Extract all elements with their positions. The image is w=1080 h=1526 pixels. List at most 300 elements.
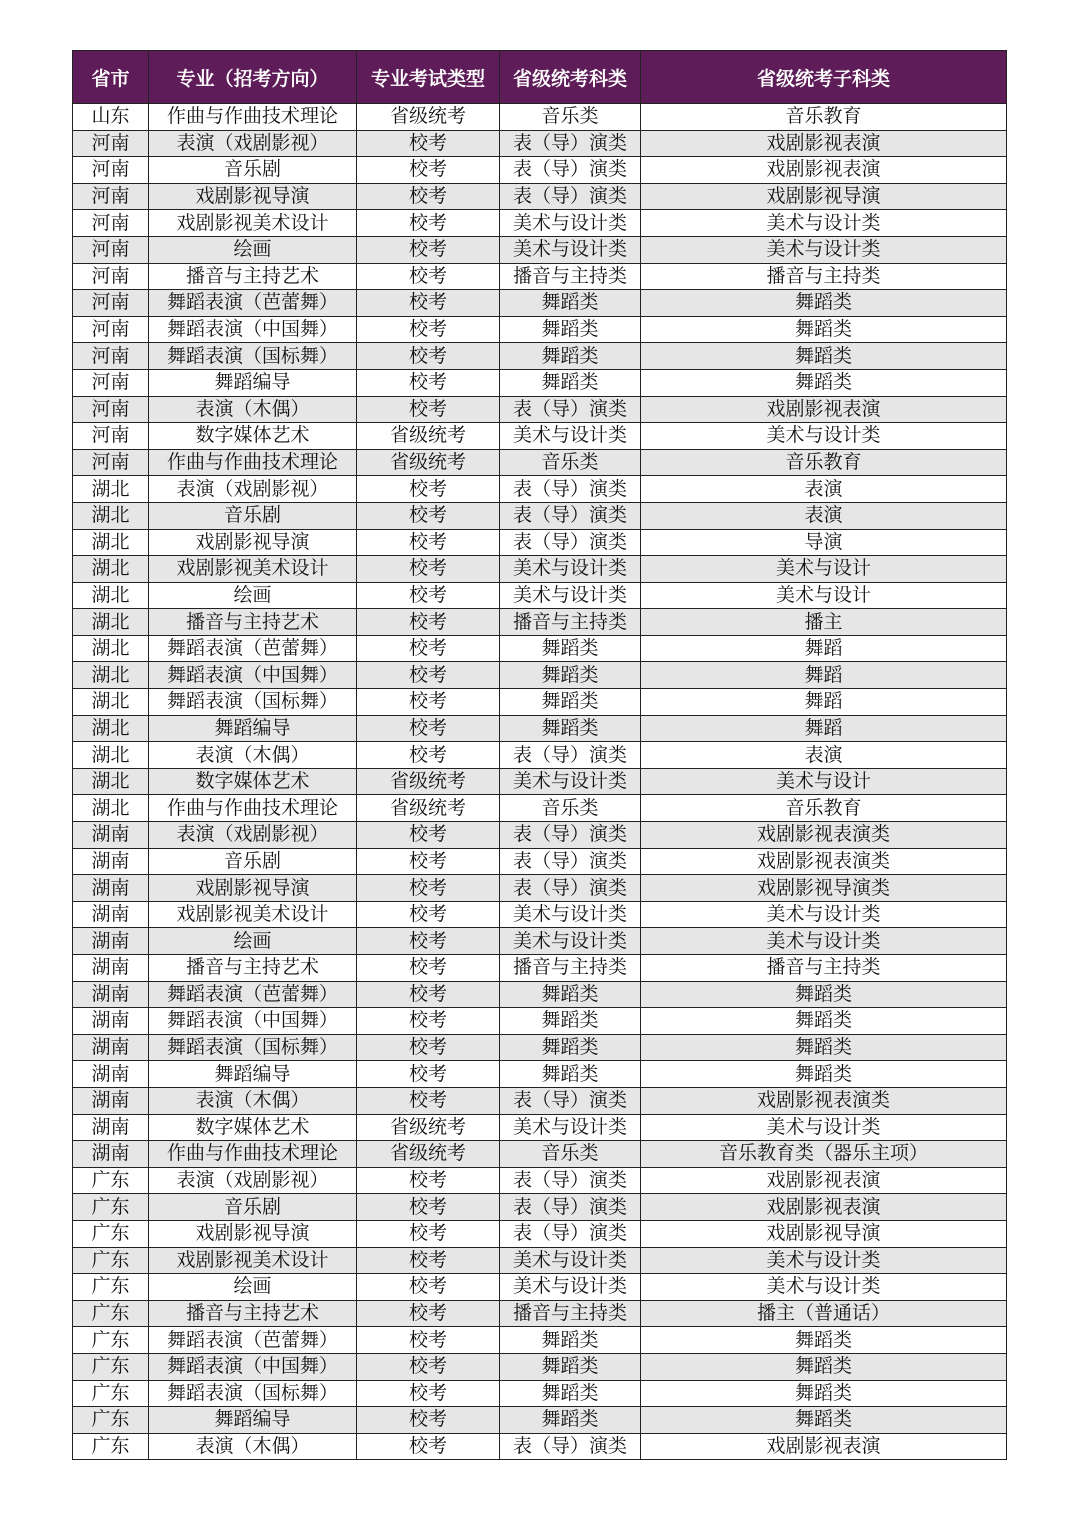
cell-province: 广东 [73, 1433, 149, 1460]
cell-unified-subcategory: 美术与设计类 [641, 901, 1007, 928]
cell-province: 河南 [73, 157, 149, 184]
cell-unified-category: 美术与设计类 [500, 1274, 641, 1301]
table-row [73, 609, 1007, 636]
cell-unified-category: 表（导）演类 [500, 1194, 641, 1221]
cell-unified-subcategory: 播主（普通话） [641, 1300, 1007, 1327]
cell-exam-type: 校考 [357, 343, 500, 370]
cell-province: 湖北 [73, 742, 149, 769]
cell-exam-type: 校考 [357, 369, 500, 396]
cell-province: 湖北 [73, 715, 149, 742]
cell-unified-subcategory: 戏剧影视表演 [641, 157, 1007, 184]
cell-unified-category: 美术与设计类 [500, 556, 641, 583]
header-province: 省市 [73, 51, 149, 104]
table-row [73, 662, 1007, 689]
cell-province: 河南 [73, 236, 149, 263]
cell-major: 戏剧影视美术设计 [149, 1247, 357, 1274]
cell-major: 舞蹈表演（芭蕾舞） [149, 290, 357, 317]
table-row [73, 822, 1007, 849]
cell-major: 表演（木偶） [149, 396, 357, 423]
table-row [73, 1087, 1007, 1114]
cell-major: 舞蹈表演（国标舞） [149, 1380, 357, 1407]
cell-major: 数字媒体艺术 [149, 1114, 357, 1141]
cell-unified-subcategory: 舞蹈类 [641, 1061, 1007, 1088]
cell-exam-type: 校考 [357, 635, 500, 662]
cell-unified-category: 美术与设计类 [500, 1247, 641, 1274]
table-row [73, 130, 1007, 157]
cell-province: 湖南 [73, 848, 149, 875]
table-row [73, 502, 1007, 529]
cell-unified-category: 美术与设计类 [500, 423, 641, 450]
cell-province: 河南 [73, 396, 149, 423]
cell-unified-subcategory: 美术与设计类 [641, 210, 1007, 237]
cell-unified-category: 音乐类 [500, 449, 641, 476]
cell-exam-type: 省级统考 [357, 1114, 500, 1141]
cell-unified-category: 表（导）演类 [500, 1433, 641, 1460]
cell-unified-subcategory: 舞蹈类 [641, 1008, 1007, 1035]
cell-unified-subcategory: 舞蹈 [641, 662, 1007, 689]
cell-major: 播音与主持艺术 [149, 1300, 357, 1327]
table-row [73, 183, 1007, 210]
header-major: 专业（招考方向） [149, 51, 357, 104]
cell-province: 广东 [73, 1274, 149, 1301]
cell-major: 舞蹈编导 [149, 1061, 357, 1088]
cell-province: 河南 [73, 130, 149, 157]
cell-province: 湖南 [73, 1034, 149, 1061]
cell-exam-type: 校考 [357, 263, 500, 290]
cell-unified-category: 表（导）演类 [500, 183, 641, 210]
cell-major: 表演（木偶） [149, 1087, 357, 1114]
cell-unified-category: 舞蹈类 [500, 981, 641, 1008]
table-row [73, 157, 1007, 184]
cell-exam-type: 校考 [357, 609, 500, 636]
table-row [73, 928, 1007, 955]
table-header [73, 51, 1007, 104]
cell-unified-subcategory: 舞蹈类 [641, 981, 1007, 1008]
cell-unified-category: 舞蹈类 [500, 290, 641, 317]
cell-major: 舞蹈编导 [149, 715, 357, 742]
cell-unified-category: 舞蹈类 [500, 689, 641, 716]
cell-unified-category: 舞蹈类 [500, 1061, 641, 1088]
cell-unified-category: 美术与设计类 [500, 210, 641, 237]
cell-exam-type: 校考 [357, 955, 500, 982]
table-row [73, 104, 1007, 131]
cell-province: 湖北 [73, 556, 149, 583]
table-row [73, 875, 1007, 902]
table-row [73, 1008, 1007, 1035]
cell-province: 湖北 [73, 689, 149, 716]
cell-major: 音乐剧 [149, 502, 357, 529]
cell-unified-category: 表（导）演类 [500, 848, 641, 875]
cell-exam-type: 省级统考 [357, 1141, 500, 1168]
cell-exam-type: 校考 [357, 1034, 500, 1061]
cell-exam-type: 校考 [357, 822, 500, 849]
table-row [73, 290, 1007, 317]
cell-major: 绘画 [149, 582, 357, 609]
cell-unified-category: 表（导）演类 [500, 1167, 641, 1194]
table-row [73, 955, 1007, 982]
table-row [73, 1061, 1007, 1088]
cell-exam-type: 校考 [357, 901, 500, 928]
cell-exam-type: 校考 [357, 316, 500, 343]
cell-exam-type: 校考 [357, 1300, 500, 1327]
cell-major: 戏剧影视美术设计 [149, 556, 357, 583]
table-row [73, 689, 1007, 716]
cell-unified-category: 舞蹈类 [500, 343, 641, 370]
table-row [73, 556, 1007, 583]
cell-province: 河南 [73, 263, 149, 290]
cell-exam-type: 省级统考 [357, 423, 500, 450]
cell-province: 广东 [73, 1220, 149, 1247]
table-row [73, 768, 1007, 795]
cell-province: 河南 [73, 316, 149, 343]
cell-unified-subcategory: 美术与设计类 [641, 1114, 1007, 1141]
cell-province: 湖南 [73, 928, 149, 955]
table-row [73, 343, 1007, 370]
cell-major: 表演（木偶） [149, 1433, 357, 1460]
cell-unified-category: 美术与设计类 [500, 582, 641, 609]
cell-major: 表演（木偶） [149, 742, 357, 769]
cell-major: 表演（戏剧影视） [149, 1167, 357, 1194]
cell-major: 舞蹈表演（中国舞） [149, 1008, 357, 1035]
cell-exam-type: 校考 [357, 1433, 500, 1460]
cell-major: 舞蹈表演（中国舞） [149, 316, 357, 343]
cell-unified-category: 舞蹈类 [500, 1380, 641, 1407]
cell-province: 河南 [73, 369, 149, 396]
cell-province: 广东 [73, 1247, 149, 1274]
cell-major: 戏剧影视导演 [149, 183, 357, 210]
cell-major: 音乐剧 [149, 157, 357, 184]
cell-major: 绘画 [149, 236, 357, 263]
table-row [73, 848, 1007, 875]
cell-major: 音乐剧 [149, 1194, 357, 1221]
table-row [73, 1034, 1007, 1061]
cell-province: 湖北 [73, 476, 149, 503]
cell-major: 音乐剧 [149, 848, 357, 875]
cell-exam-type: 省级统考 [357, 449, 500, 476]
cell-unified-category: 音乐类 [500, 104, 641, 131]
cell-unified-subcategory: 舞蹈类 [641, 369, 1007, 396]
cell-province: 湖北 [73, 768, 149, 795]
cell-exam-type: 校考 [357, 157, 500, 184]
cell-unified-category: 美术与设计类 [500, 928, 641, 955]
cell-unified-category: 舞蹈类 [500, 1407, 641, 1434]
cell-major: 舞蹈表演（芭蕾舞） [149, 635, 357, 662]
cell-major: 表演（戏剧影视） [149, 822, 357, 849]
cell-exam-type: 校考 [357, 396, 500, 423]
table-row [73, 1247, 1007, 1274]
table-row [73, 1300, 1007, 1327]
cell-province: 湖南 [73, 1087, 149, 1114]
table-row [73, 635, 1007, 662]
cell-province: 河南 [73, 449, 149, 476]
cell-exam-type: 校考 [357, 1274, 500, 1301]
cell-unified-subcategory: 播音与主持类 [641, 263, 1007, 290]
cell-unified-category: 舞蹈类 [500, 1327, 641, 1354]
cell-unified-category: 表（导）演类 [500, 1087, 641, 1114]
cell-unified-category: 表（导）演类 [500, 1220, 641, 1247]
table-row [73, 742, 1007, 769]
cell-exam-type: 校考 [357, 529, 500, 556]
cell-major: 舞蹈表演（中国舞） [149, 662, 357, 689]
cell-exam-type: 校考 [357, 662, 500, 689]
cell-unified-subcategory: 舞蹈类 [641, 343, 1007, 370]
cell-major: 数字媒体艺术 [149, 768, 357, 795]
cell-exam-type: 省级统考 [357, 795, 500, 822]
cell-unified-category: 播音与主持类 [500, 609, 641, 636]
cell-unified-subcategory: 美术与设计 [641, 582, 1007, 609]
cell-exam-type: 校考 [357, 1008, 500, 1035]
cell-unified-subcategory: 戏剧影视表演类 [641, 822, 1007, 849]
cell-exam-type: 校考 [357, 1247, 500, 1274]
cell-province: 广东 [73, 1327, 149, 1354]
table-row [73, 981, 1007, 1008]
table-row [73, 210, 1007, 237]
cell-unified-category: 表（导）演类 [500, 822, 641, 849]
cell-province: 湖南 [73, 981, 149, 1008]
cell-exam-type: 校考 [357, 1087, 500, 1114]
table-row [73, 529, 1007, 556]
cell-province: 湖北 [73, 795, 149, 822]
cell-major: 舞蹈表演（芭蕾舞） [149, 981, 357, 1008]
cell-unified-subcategory: 戏剧影视表演 [641, 1194, 1007, 1221]
cell-unified-category: 表（导）演类 [500, 130, 641, 157]
cell-unified-subcategory: 舞蹈类 [641, 1034, 1007, 1061]
table-row [73, 423, 1007, 450]
cell-exam-type: 省级统考 [357, 768, 500, 795]
header-unified-subcategory: 省级统考子科类 [641, 51, 1007, 104]
cell-major: 戏剧影视导演 [149, 875, 357, 902]
cell-province: 广东 [73, 1194, 149, 1221]
cell-unified-subcategory: 舞蹈类 [641, 1353, 1007, 1380]
cell-unified-subcategory: 舞蹈 [641, 689, 1007, 716]
cell-unified-category: 舞蹈类 [500, 1353, 641, 1380]
cell-major: 舞蹈表演（中国舞） [149, 1353, 357, 1380]
cell-major: 戏剧影视导演 [149, 1220, 357, 1247]
cell-exam-type: 校考 [357, 1061, 500, 1088]
cell-unified-subcategory: 戏剧影视表演 [641, 1433, 1007, 1460]
cell-unified-category: 舞蹈类 [500, 1008, 641, 1035]
cell-exam-type: 校考 [357, 502, 500, 529]
cell-unified-subcategory: 音乐教育 [641, 104, 1007, 131]
table-row [73, 1274, 1007, 1301]
cell-major: 绘画 [149, 928, 357, 955]
cell-province: 广东 [73, 1407, 149, 1434]
header-row [73, 51, 1007, 104]
cell-unified-subcategory: 音乐教育 [641, 795, 1007, 822]
cell-province: 湖北 [73, 662, 149, 689]
cell-unified-subcategory: 音乐教育类（器乐主项） [641, 1141, 1007, 1168]
cell-major: 播音与主持艺术 [149, 955, 357, 982]
cell-unified-subcategory: 表演 [641, 476, 1007, 503]
cell-province: 湖北 [73, 609, 149, 636]
cell-exam-type: 校考 [357, 1220, 500, 1247]
cell-unified-category: 音乐类 [500, 1141, 641, 1168]
cell-unified-subcategory: 美术与设计类 [641, 1247, 1007, 1274]
table-row [73, 396, 1007, 423]
cell-unified-subcategory: 美术与设计类 [641, 928, 1007, 955]
cell-province: 湖南 [73, 1114, 149, 1141]
table-row [73, 1433, 1007, 1460]
cell-unified-subcategory: 戏剧影视表演 [641, 130, 1007, 157]
cell-unified-subcategory: 播主 [641, 609, 1007, 636]
cell-unified-subcategory: 戏剧影视表演 [641, 396, 1007, 423]
cell-province: 湖北 [73, 582, 149, 609]
cell-unified-category: 表（导）演类 [500, 476, 641, 503]
cell-province: 河南 [73, 290, 149, 317]
table-row [73, 795, 1007, 822]
cell-major: 播音与主持艺术 [149, 263, 357, 290]
cell-unified-subcategory: 音乐教育 [641, 449, 1007, 476]
table-row [73, 1407, 1007, 1434]
cell-unified-subcategory: 表演 [641, 742, 1007, 769]
table-row [73, 449, 1007, 476]
cell-province: 湖南 [73, 822, 149, 849]
cell-unified-subcategory: 美术与设计 [641, 556, 1007, 583]
cell-unified-subcategory: 舞蹈类 [641, 1407, 1007, 1434]
cell-province: 广东 [73, 1167, 149, 1194]
cell-exam-type: 校考 [357, 1194, 500, 1221]
cell-unified-subcategory: 戏剧影视导演 [641, 1220, 1007, 1247]
table-row [73, 1327, 1007, 1354]
cell-unified-category: 舞蹈类 [500, 316, 641, 343]
cell-unified-category: 表（导）演类 [500, 742, 641, 769]
cell-major: 舞蹈编导 [149, 369, 357, 396]
cell-unified-category: 美术与设计类 [500, 768, 641, 795]
cell-unified-category: 表（导）演类 [500, 875, 641, 902]
table-row [73, 1380, 1007, 1407]
cell-major: 作曲与作曲技术理论 [149, 795, 357, 822]
table-row [73, 1220, 1007, 1247]
cell-major: 作曲与作曲技术理论 [149, 449, 357, 476]
cell-unified-subcategory: 表演 [641, 502, 1007, 529]
cell-unified-subcategory: 美术与设计 [641, 768, 1007, 795]
cell-exam-type: 校考 [357, 183, 500, 210]
cell-province: 广东 [73, 1353, 149, 1380]
cell-exam-type: 校考 [357, 290, 500, 317]
cell-unified-category: 播音与主持类 [500, 1300, 641, 1327]
cell-exam-type: 校考 [357, 236, 500, 263]
cell-major: 舞蹈表演（国标舞） [149, 343, 357, 370]
cell-unified-subcategory: 舞蹈类 [641, 290, 1007, 317]
cell-major: 数字媒体艺术 [149, 423, 357, 450]
cell-exam-type: 校考 [357, 1353, 500, 1380]
cell-province: 河南 [73, 183, 149, 210]
cell-unified-category: 舞蹈类 [500, 662, 641, 689]
cell-province: 湖南 [73, 901, 149, 928]
cell-unified-subcategory: 导演 [641, 529, 1007, 556]
cell-unified-subcategory: 美术与设计类 [641, 1274, 1007, 1301]
cell-unified-category: 舞蹈类 [500, 369, 641, 396]
cell-exam-type: 校考 [357, 742, 500, 769]
table-row [73, 715, 1007, 742]
table-row [73, 1353, 1007, 1380]
cell-exam-type: 校考 [357, 1380, 500, 1407]
table-row [73, 901, 1007, 928]
cell-province: 湖南 [73, 1061, 149, 1088]
cell-exam-type: 校考 [357, 928, 500, 955]
table-body [73, 104, 1007, 1460]
table-row [73, 1194, 1007, 1221]
cell-province: 湖北 [73, 502, 149, 529]
cell-province: 河南 [73, 210, 149, 237]
cell-province: 湖北 [73, 529, 149, 556]
cell-province: 广东 [73, 1300, 149, 1327]
cell-unified-category: 播音与主持类 [500, 955, 641, 982]
cell-exam-type: 校考 [357, 715, 500, 742]
cell-unified-category: 播音与主持类 [500, 263, 641, 290]
cell-major: 表演（戏剧影视） [149, 130, 357, 157]
cell-unified-subcategory: 播音与主持类 [641, 955, 1007, 982]
cell-unified-category: 表（导）演类 [500, 396, 641, 423]
cell-province: 湖南 [73, 875, 149, 902]
cell-major: 舞蹈表演（国标舞） [149, 689, 357, 716]
cell-exam-type: 校考 [357, 130, 500, 157]
header-exam-type: 专业考试类型 [357, 51, 500, 104]
cell-unified-subcategory: 美术与设计类 [641, 423, 1007, 450]
table-row [73, 476, 1007, 503]
cell-exam-type: 校考 [357, 1407, 500, 1434]
cell-province: 湖南 [73, 1008, 149, 1035]
cell-exam-type: 校考 [357, 1327, 500, 1354]
cell-exam-type: 校考 [357, 689, 500, 716]
table-row [73, 316, 1007, 343]
table-row [73, 1167, 1007, 1194]
cell-unified-subcategory: 舞蹈类 [641, 1380, 1007, 1407]
table-row [73, 582, 1007, 609]
cell-province: 湖北 [73, 635, 149, 662]
cell-major: 作曲与作曲技术理论 [149, 1141, 357, 1168]
cell-unified-subcategory: 戏剧影视表演类 [641, 1087, 1007, 1114]
cell-unified-subcategory: 戏剧影视表演类 [641, 848, 1007, 875]
cell-major: 舞蹈表演（芭蕾舞） [149, 1327, 357, 1354]
cell-exam-type: 校考 [357, 1167, 500, 1194]
cell-major: 绘画 [149, 1274, 357, 1301]
cell-unified-category: 美术与设计类 [500, 236, 641, 263]
cell-unified-category: 美术与设计类 [500, 901, 641, 928]
cell-unified-subcategory: 舞蹈类 [641, 316, 1007, 343]
table-row [73, 1114, 1007, 1141]
cell-exam-type: 校考 [357, 476, 500, 503]
admissions-table [72, 50, 1007, 1460]
cell-exam-type: 校考 [357, 981, 500, 1008]
cell-unified-category: 表（导）演类 [500, 502, 641, 529]
cell-unified-category: 舞蹈类 [500, 635, 641, 662]
cell-unified-category: 表（导）演类 [500, 529, 641, 556]
cell-major: 戏剧影视美术设计 [149, 210, 357, 237]
cell-major: 戏剧影视美术设计 [149, 901, 357, 928]
cell-unified-subcategory: 戏剧影视导演 [641, 183, 1007, 210]
cell-major: 表演（戏剧影视） [149, 476, 357, 503]
cell-exam-type: 校考 [357, 556, 500, 583]
cell-major: 播音与主持艺术 [149, 609, 357, 636]
cell-unified-category: 美术与设计类 [500, 1114, 641, 1141]
cell-major: 舞蹈表演（国标舞） [149, 1034, 357, 1061]
cell-exam-type: 校考 [357, 848, 500, 875]
table-row [73, 1141, 1007, 1168]
table-row [73, 236, 1007, 263]
cell-major: 作曲与作曲技术理论 [149, 104, 357, 131]
cell-exam-type: 校考 [357, 582, 500, 609]
header-unified-category: 省级统考科类 [500, 51, 641, 104]
cell-major: 戏剧影视导演 [149, 529, 357, 556]
table-row [73, 263, 1007, 290]
table-row [73, 369, 1007, 396]
cell-unified-category: 表（导）演类 [500, 157, 641, 184]
cell-unified-category: 音乐类 [500, 795, 641, 822]
cell-province: 湖南 [73, 955, 149, 982]
cell-unified-subcategory: 舞蹈 [641, 635, 1007, 662]
cell-unified-subcategory: 美术与设计类 [641, 236, 1007, 263]
